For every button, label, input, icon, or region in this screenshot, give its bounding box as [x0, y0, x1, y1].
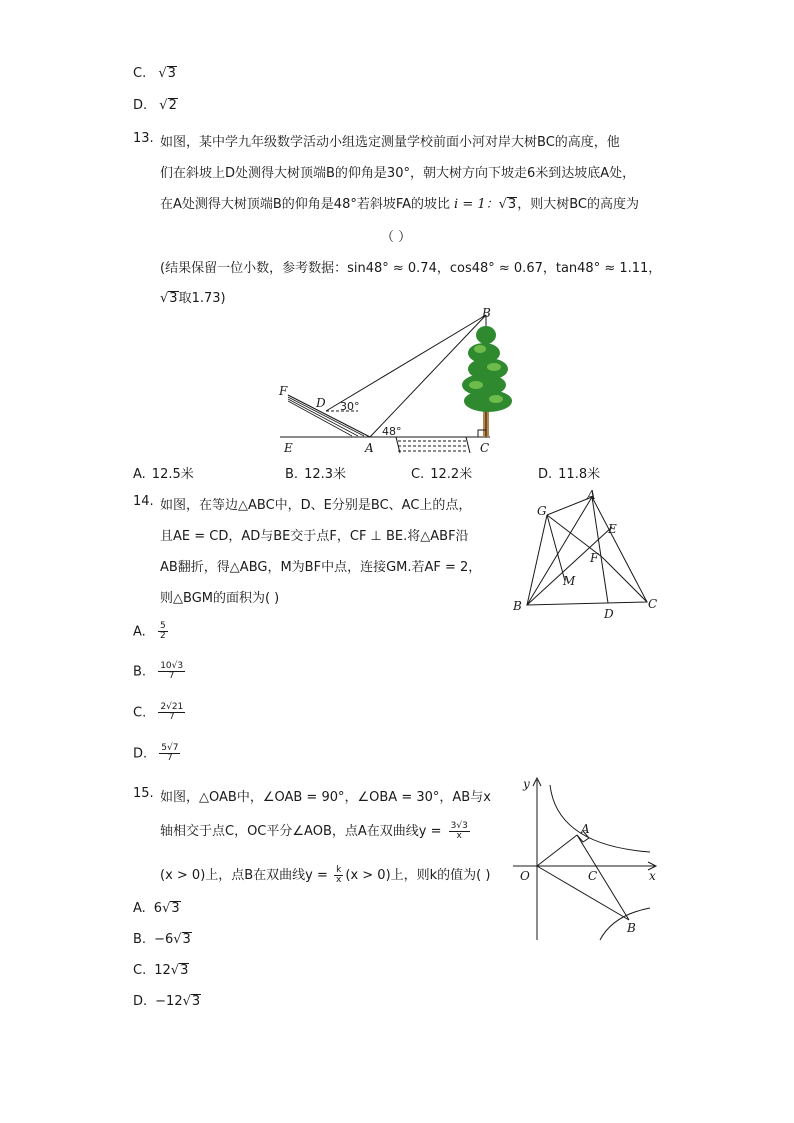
- question-text-line: 在A处测得大树顶端B的仰角是48°若斜坡FA的坡比 i = 1：√3，则大树BC的高度为: [160, 197, 639, 212]
- question-number: 13.: [133, 131, 154, 146]
- option-c: C. 12√3: [133, 963, 189, 978]
- question-text-line: 们在斜坡上D处测得大树顶端B的仰角是30°，朝大树方向下坡走6米到达坡底A处，: [160, 166, 636, 181]
- label-f: F: [590, 551, 599, 565]
- question-text-line: AB翻折，得△ABG，M为BF中点，连接GM.若AF = 2，: [160, 560, 482, 575]
- option-a: A. 6√3: [133, 901, 180, 916]
- label-b: B: [513, 599, 522, 613]
- label-d: D: [316, 396, 326, 410]
- label-angle-30: 30°: [340, 400, 360, 413]
- label-a: A: [365, 441, 374, 455]
- label-a: A: [587, 488, 596, 502]
- question-text-line: 且AE = CD，AD与BE交于点F，CF ⊥ BE.将△ABF沿: [160, 529, 469, 544]
- question-text-line: (x > 0)上，点B在双曲线y = $\frac{k}{x}$ (x > 0)上，则k的值为( ): [160, 864, 491, 885]
- option-a: A. $\frac{5}{2}$: [133, 621, 166, 642]
- label-angle-48: 48°: [382, 425, 402, 438]
- radicand: 2: [168, 98, 177, 113]
- question-text-line: 如图，在等边△ABC中，D、E分别是BC、AC上的点，: [160, 498, 472, 513]
- option-b: B. −6√3: [133, 932, 191, 947]
- label-b: B: [627, 921, 636, 935]
- label-g: G: [537, 504, 547, 518]
- question-text-line: 如图，某中学九年级数学活动小组选定测量学校前面小河对岸大树BC的高度，他: [160, 135, 620, 150]
- option-b: B. $\frac{10√3}{7}$: [133, 661, 184, 682]
- label-a: A: [581, 822, 590, 836]
- label-c: C: [648, 597, 658, 611]
- question-text-line: 轴相交于点C，OC平分∠AOB，点A在双曲线y = $\frac{3√3}{x}$: [160, 820, 468, 841]
- label-c: C: [588, 869, 598, 883]
- label-e: E: [608, 522, 617, 536]
- option-b: B. 12.3米: [285, 467, 347, 482]
- label-c: C: [480, 441, 490, 455]
- question-number: 15.: [133, 786, 154, 801]
- question-number: 14.: [133, 494, 154, 509]
- label-o: O: [520, 869, 530, 883]
- option-c: C. $\frac{2√21}{7}$: [133, 702, 184, 723]
- slope-tree-figure: [270, 305, 520, 457]
- option-c: C. √3: [133, 66, 176, 81]
- radicand: 3: [167, 66, 176, 81]
- option-label: D.: [133, 98, 148, 113]
- answer-paren: （ ）: [381, 230, 412, 245]
- option-c: C. 12.2米: [411, 467, 473, 482]
- hyperbola-figure: [505, 770, 665, 945]
- label-f: F: [279, 384, 288, 398]
- label-b: B: [482, 306, 491, 320]
- note-line: √3取1.73): [160, 291, 226, 306]
- question-text-line: 则△BGM的面积为( ): [160, 591, 280, 606]
- option-label: C.: [133, 66, 147, 81]
- note-line: (结果保留一位小数，参考数据：sin48° ≈ 0.74，cos48° ≈ 0.67，tan48° ≈ 1.11，: [160, 261, 662, 276]
- label-y: y: [523, 777, 530, 791]
- label-x: x: [649, 869, 656, 883]
- label-d: D: [604, 607, 614, 621]
- label-e: E: [284, 441, 293, 455]
- option-a: A. 12.5米: [133, 467, 194, 482]
- option-d: D. −12√3: [133, 994, 201, 1009]
- option-d: D. 11.8米: [538, 467, 601, 482]
- triangle-fold-figure: [505, 485, 675, 625]
- question-text-line: 如图，△OAB中，∠OAB = 90°，∠OBA = 30°，AB与x: [160, 790, 491, 805]
- option-d: D. √2: [133, 98, 177, 113]
- label-m: M: [563, 574, 576, 588]
- option-d: D. $\frac{5√7}{7}$: [133, 743, 179, 764]
